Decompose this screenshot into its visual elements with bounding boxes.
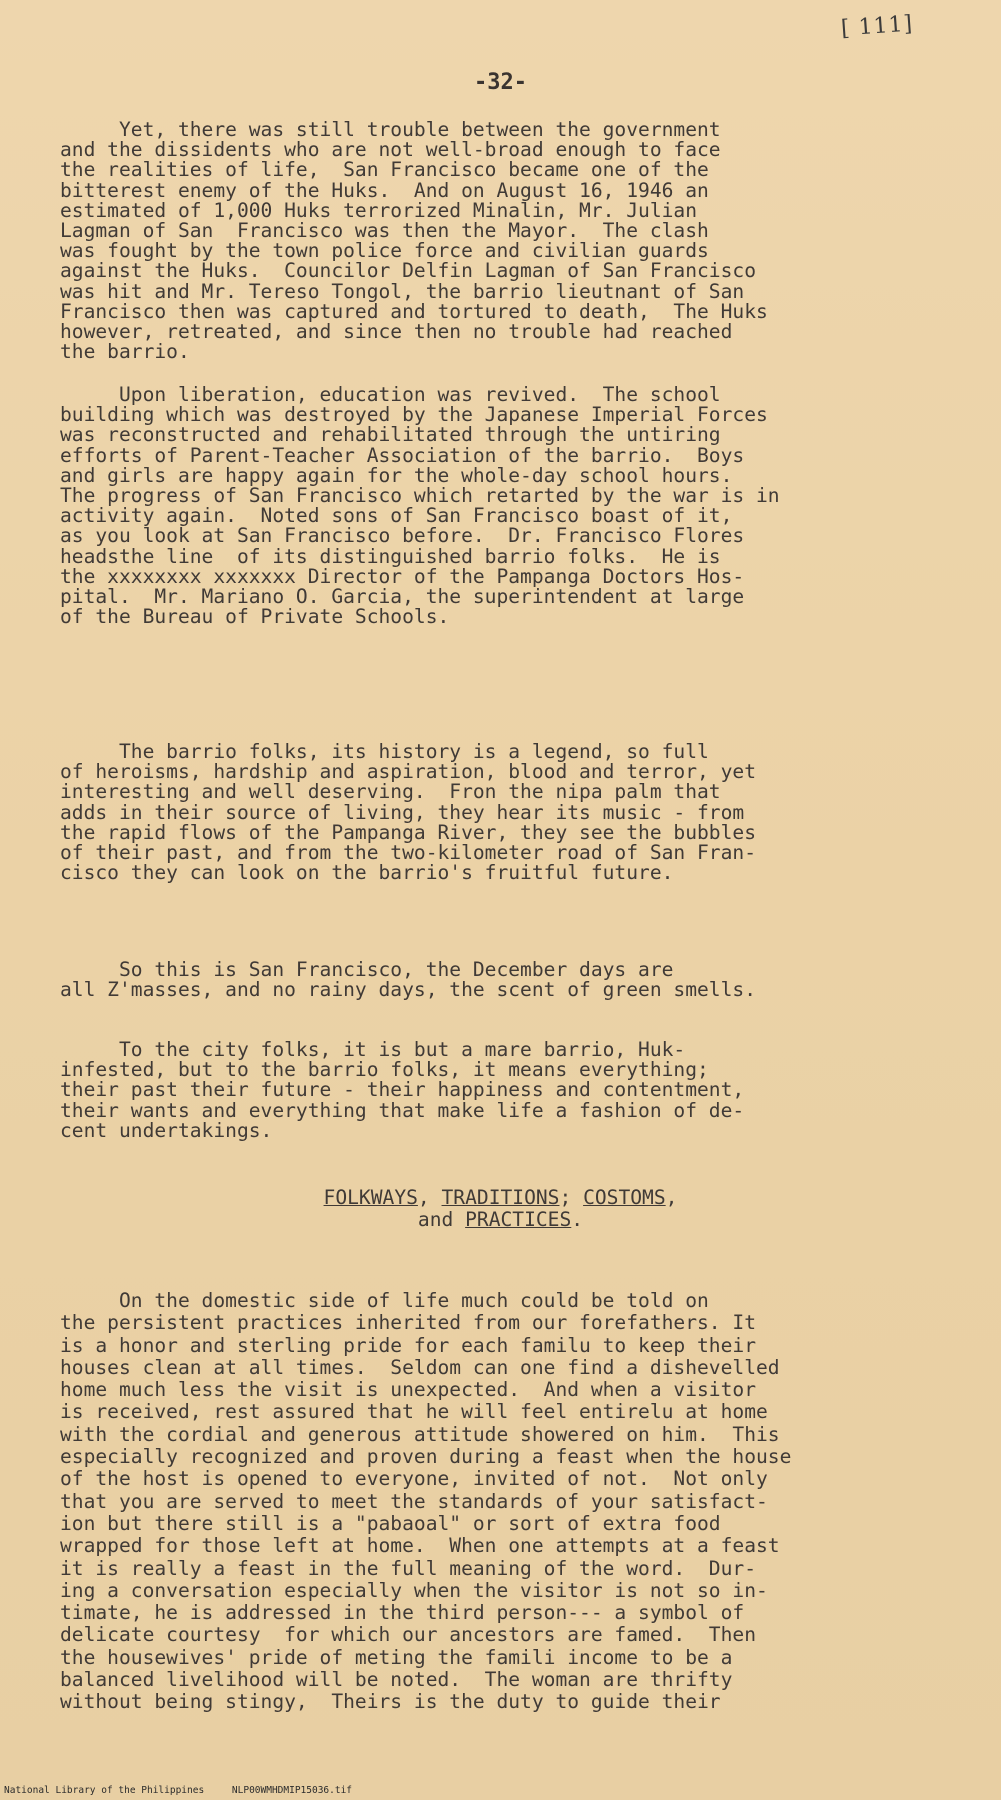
- paragraph-liberation-education: Upon liberation, education was revived. The school building which was destroyed by the Japanese Imperial Forces was reconstructed and rehabilitated through the untiring efforts of Parent-Teacher Association of the barrio. Boys and girls are happy again for the whole-day school hours. The progress of San Francisco which retarted by the war is in activity again. Noted sons of San Francisco boast of it, as you look at San Francisco before. Dr. Francisco Flores headsthe line of its distinguished barrio folks. He is the xxxxxxxx xxxxxxx Director of the Pampanga Doctors Hos- pital. Mr. Mariano O. Garcia, the superintendent at large of the Bureau of Private Schools.: [60, 383, 780, 629]
- section-heading: [0, 1187, 1001, 1231]
- paragraph-domestic-life: On the domestic side of life much could be told on the persistent practices inherited from our forefathers. It is a honor and sterling pride for each familu to keep their houses clean at all times. Seldom can one find a dishevelled home much less the visit is unexpected. And when a visitor is received, rest assured that he will feel entirelu at home with the cordial and generous attitude showered on him. This especially recognized and proven during a feast when the house of the host is opened to everyone, invited of not. Not only that you are served to meet the standards of your satisfact- ion but there still is a "pabaoal" or sort of extra food wrapped for those left at home. When one attempts at a feast it is really a feast in the full meaning of the word. Dur- ing a conversation especially when the visitor is not so in- timate, he is addressed in the third person--- a symbol of delicate courtesy for which our ancestors are famed. Then the housewives' pride of meting the famili income to be a balanced livelihood will be noted. The woman are thrifty without being stingy, Theirs is the duty to guide their: [60, 1289, 792, 1714]
- footer-source: National Library of the Philippines: [4, 1785, 205, 1796]
- paragraph-huk-trouble: Yet, there was still trouble between the government and the dissidents who are not well-broad enough to face the realities of life, San Francisco became one of the bitterest enemy of the Huks. And on August 16, 1946 an estimated of 1,000 Huks terrorized Minalin, Mr. Julian Lagman of San Francisco was then the Mayor. The clash was fought by the town police force and civilian guards against the Huks. Councilor Delfin Lagman of San Francisco was hit and Mr. Tereso Tongol, the barrio lieutnant of San Francisco then was captured and tortured to death, The Huks however, retreated, and since then no trouble had reached the barrio.: [60, 118, 768, 364]
- heading-practices: PRACTICES: [465, 1208, 572, 1231]
- section-heading-line-1: [0, 1187, 1001, 1209]
- section-heading-line-2: [0, 1209, 1001, 1231]
- paragraph-city-folks: To the city folks, it is but a mare barrio, Huk- infested, but to the barrio folks, it means everything; their past their future - their happiness and contentment, their wants and everything that make life a fashion of de- cent undertakings.: [60, 1038, 745, 1142]
- paragraph-barrio-legend: The barrio folks, its history is a legend, so full of heroisms, hardship and aspiration, blood and terror, yet interesting and well deserving. Fron the nipa palm that adds in their source of living, they hear its music - from the rapid flows of the Pampanga River, they see the bubbles of their past, and from the two-kilometer road of San Fran- cisco they can look on the barrio's fruitful future.: [60, 740, 756, 885]
- heading-folkways: FOLKWAYS: [323, 1186, 418, 1209]
- scan-footer: [4, 1785, 994, 1796]
- paragraph-december-days: So this is San Francisco, the December days are all Z'masses, and no rainy days, the scent of green smells.: [60, 958, 756, 1002]
- heading-customs: COSTOMS: [583, 1186, 666, 1209]
- heading-separator: ,: [417, 1186, 442, 1209]
- page-number-text: -32-: [474, 70, 527, 95]
- archive-corner-mark: [ 111]: [840, 11, 914, 42]
- heading-separator: ,: [665, 1186, 678, 1209]
- footer-filename: NLP00WMHDMIP15036.tif: [231, 1785, 353, 1796]
- page-number: [0, 70, 1001, 95]
- heading-traditions: TRADITIONS: [441, 1186, 560, 1209]
- heading-separator: ;: [559, 1186, 584, 1209]
- heading-and: and: [417, 1208, 466, 1231]
- heading-period: .: [571, 1208, 584, 1231]
